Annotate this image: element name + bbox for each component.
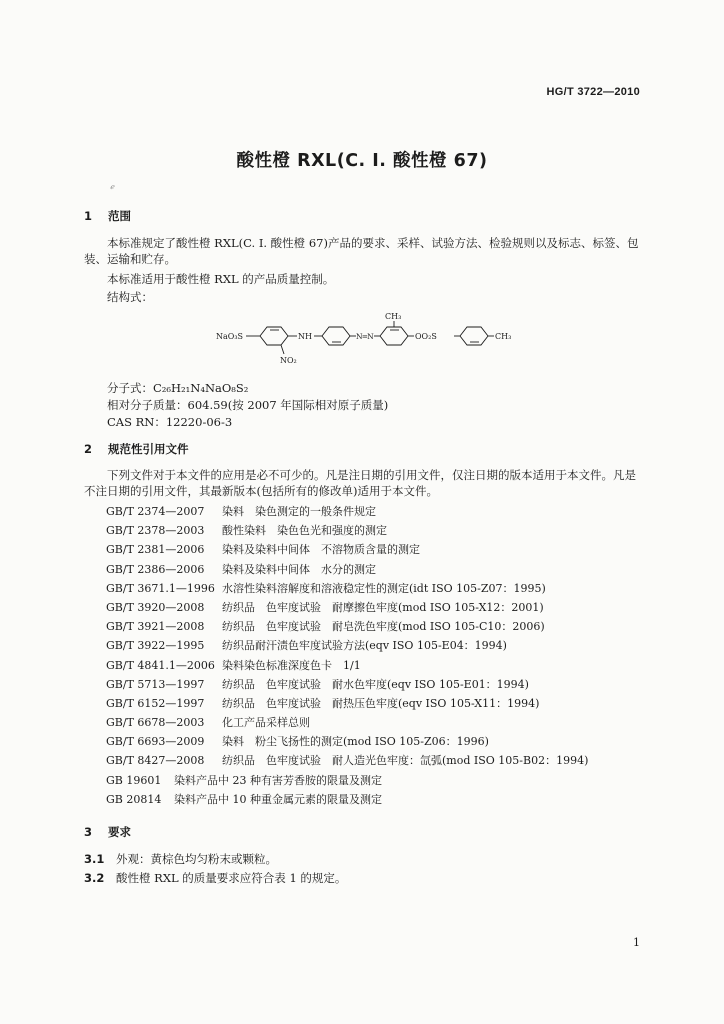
reference-item — [106, 617, 588, 636]
reference-title: 染料及染料中间体 水分的测定 — [222, 562, 376, 576]
scope-paragraph-2: 本标准适用于酸性橙 RXL 的产品质量控制。 — [107, 272, 335, 286]
requirement-text: 酸性橙 RXL 的质量要求应符合表 1 的规定。 — [116, 871, 347, 885]
reference-code: GB/T 2386—2006 — [106, 562, 205, 576]
section-1-number: 1 — [84, 209, 93, 223]
reference-code: GB/T 2374—2007 — [106, 505, 205, 518]
reference-code: GB/T 3921—2008 — [106, 620, 205, 634]
reference-title: 纺织品 色牢度试验 耐热压色牢度(eqv ISO 105-X11：1994) — [222, 696, 540, 710]
scope-paragraph-1: 本标准规定了酸性橙 RXL(C. I. 酸性橙 67)产品的要求、采样、试验方法、检验规则以及标志、标签、包装、运输和贮存。 — [84, 236, 639, 266]
molecular-mass: 相对分子质量：604.59(按 2007 年国际相对原子质量) — [107, 398, 389, 412]
requirement-number: 3.1 — [84, 852, 105, 866]
reference-item — [106, 560, 588, 579]
reference-code: GB/T 5713—1997 — [106, 677, 205, 691]
reference-code: GB/T 6693—2009 — [106, 735, 205, 749]
section-3-title: 要求 — [108, 825, 131, 839]
requirement-text: 外观：黄棕色均匀粉末或颗粒。 — [116, 852, 277, 866]
section-1-heading — [84, 208, 131, 224]
methyl-right-label: CH₃ — [495, 332, 512, 341]
section-1-title: 范围 — [108, 209, 131, 223]
reference-item — [106, 656, 588, 675]
reference-item — [106, 502, 588, 521]
reference-item — [106, 636, 588, 655]
document-title: 酸性橙 RXL(C. I. 酸性橙 67) — [236, 151, 488, 171]
structural-formula — [210, 308, 530, 380]
reference-title: 染料染色标准深度色卡 1/1 — [222, 658, 361, 672]
section-2-number: 2 — [84, 442, 93, 456]
requirement-item — [84, 870, 346, 886]
reference-title: 纺织品 色牢度试验 耐人造光色牢度：氙弧(mod ISO 105-B02：1994) — [222, 754, 589, 768]
reference-code: GB/T 6152—1997 — [106, 696, 205, 710]
reference-title: 染料产品中 23 种有害芳香胺的限量及测定 — [174, 773, 382, 787]
reference-title: 纺织品 色牢度试验 耐摩擦色牢度(mod ISO 105-X12：2001) — [222, 600, 544, 614]
reference-item — [106, 713, 588, 732]
reference-list — [106, 502, 588, 809]
requirement-number: 3.2 — [84, 871, 105, 885]
nitro-group-label: NO₂ — [280, 356, 297, 365]
cas-number: CAS RN：12220-06-3 — [107, 415, 233, 429]
reference-item — [106, 579, 588, 598]
section-2-heading — [84, 441, 189, 457]
molecular-formula: 分子式：C₂₆H₂₁N₄NaO₈S₂ — [107, 381, 249, 395]
imino-group-label: NH — [298, 332, 312, 341]
requirement-item — [84, 851, 277, 867]
reference-code: GB/T 2378—2003 — [106, 524, 205, 538]
reference-code: GB/T 4841.1—2006 — [106, 658, 215, 672]
standard-number: HG/T 3722—2010 — [546, 86, 640, 98]
reference-title: 纺织品 色牢度试验 耐皂洗色牢度(mod ISO 105-C10：2006) — [222, 620, 545, 634]
azo-group-label: N═N — [356, 332, 374, 341]
reference-title: 染料 染色测定的一般条件规定 — [222, 505, 376, 518]
reference-code: GB 20814 — [106, 792, 162, 806]
reference-code: GB/T 8427—2008 — [106, 754, 205, 768]
section-3-heading — [84, 824, 131, 840]
reference-title: 酸性染料 染色色光和强度的测定 — [222, 524, 387, 538]
reference-item — [106, 790, 588, 809]
section-2-title: 规范性引用文件 — [108, 442, 189, 456]
reference-item — [106, 771, 588, 790]
reference-code: GB/T 3920—2008 — [106, 600, 205, 614]
reference-title: 化工产品采样总则 — [222, 716, 310, 730]
reference-title: 染料 粉尘飞扬性的测定(mod ISO 105-Z06：1996) — [222, 735, 489, 749]
structure-label: 结构式： — [107, 290, 153, 304]
sulfonate-group-label: NaO₃S — [216, 332, 244, 341]
reference-item — [106, 521, 588, 540]
reference-code: GB/T 2381—2006 — [106, 543, 205, 557]
methyl-top-label: CH₃ — [385, 312, 402, 321]
reference-code: GB/T 3922—1995 — [106, 639, 205, 653]
reference-title: 水溶性染料溶解度和溶液稳定性的测定(idt ISO 105-Z07：1995) — [222, 581, 546, 595]
reference-item — [106, 732, 588, 751]
reference-code: GB/T 6678—2003 — [106, 716, 205, 730]
references-intro: 下列文件对于本文件的应用是必不可少的。凡是注日期的引用文件，仅注日期的版本适用于本文件。凡是不注日期的引用文件，其最新版本(包括所有的修改单)适用于本文件。 — [84, 468, 636, 498]
page-number: 1 — [633, 936, 640, 949]
reference-code: GB 19601 — [106, 773, 162, 787]
reference-item — [106, 675, 588, 694]
scan-mark: ℯ — [110, 183, 115, 191]
reference-title: 染料产品中 10 种重金属元素的限量及测定 — [174, 792, 382, 806]
reference-title: 纺织品耐汗渍色牢度试验方法(eqv ISO 105-E04：1994) — [222, 639, 507, 653]
reference-item — [106, 598, 588, 617]
sulfonyl-ester-label: OO₂S — [415, 332, 437, 341]
reference-title: 纺织品 色牢度试验 耐水色牢度(eqv ISO 105-E01：1994) — [222, 677, 529, 691]
reference-item — [106, 540, 588, 559]
reference-item — [106, 751, 588, 770]
reference-title: 染料及染料中间体 不溶物质含量的测定 — [222, 543, 420, 557]
reference-item — [106, 694, 588, 713]
section-3-number: 3 — [84, 825, 93, 839]
reference-code: GB/T 3671.1—1996 — [106, 581, 215, 595]
